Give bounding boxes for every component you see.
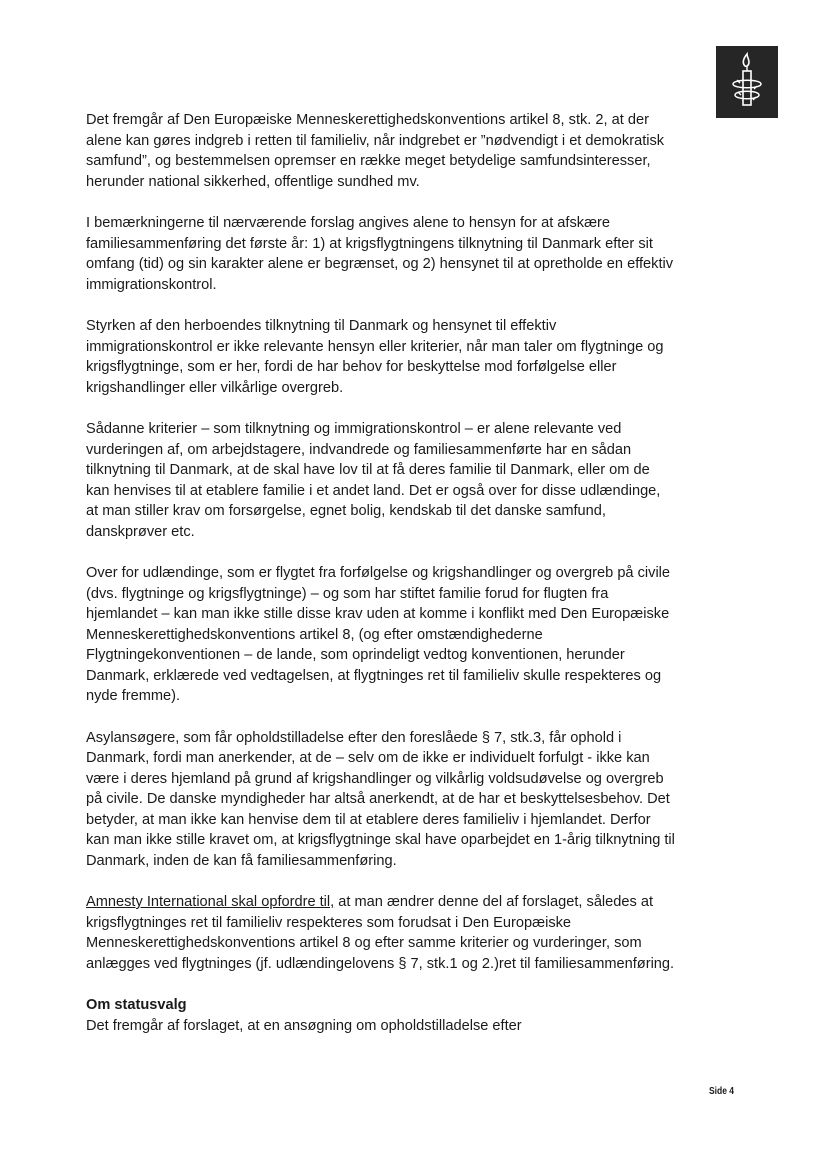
paragraph-criteria: Sådanne kriterier – som tilknytning og immigrationskontrol – er alene relevante ved vurderingen af, om arbejdstagere, indvandrede og familiesammenførte har en sådan tilknytning til Danmark, at de skal have lov til at få deres familie til Danmark, eller om de kan henvises til at etablere familie i et andet land. Det er også over for disse udlændinge, at man stiller krav om forsørgelse, egnet bolig, kendskab til det danske samfund, danskprøver etc. <box>86 421 661 540</box>
document-body <box>86 110 676 1036</box>
paragraph-article-8: Det fremgår af Den Europæiske Menneskerettighedskonventions artikel 8, stk. 2, at der alene kan gøres indgreb i retten til familieliv, når indgrebet er ”nødvendigt i et demokratisk samfund”, og bestemmelsen opremser en række meget betydelige samfundsinteresser, herunder national sikkerhed, offentlige sundhed mv. <box>86 112 665 190</box>
paragraph-attachment-strength: Styrken af den herboendes tilknytning til Danmark og hensynet til effektiv immigrationskontrol er ikke relevante hensyn eller kriterier, når man taler om flygtninge og krigsflygtninge, som er her, fordi de har behov for beskyttelse mod forfølgelse eller krigshandlinger eller vilkårlige overgreb. <box>86 318 664 396</box>
paragraph-call-to-action <box>86 892 676 974</box>
page-number: Side 4 <box>709 1086 735 1097</box>
paragraph-remarks: I bemærkningerne til nærværende forslag angives alene to hensyn for at afskære familiesammenføring det første år: 1) at krigsflygtningens tilknytning til Danmark efter sit omfang (tid) og sin karakter alene er begrænset, og 2) hensynet til at opretholde en effektiv immigrationskontrol. <box>86 215 674 293</box>
call-to-action-underlined: Amnesty International skal opfordre til, <box>86 894 335 910</box>
section-text: Det fremgår af forslaget, at en ansøgning om opholdstilladelse efter <box>86 1017 522 1034</box>
amnesty-logo <box>716 46 778 118</box>
candle-in-barbed-wire-icon <box>716 46 778 118</box>
section-heading: Om statusvalg <box>86 997 187 1013</box>
paragraph-asylum-seekers: Asylansøgere, som får opholdstilladelse efter den foreslåede § 7, stk.3, får ophold i Danmark, fordi man anerkender, at de – selv om de ikke er individuelt forfulgt - ikke kan være i deres hjemland på grund af krigshandlinger og vilkårlig voldsudøvelse og overgreb på civile. De danske myndigheder har altså anerkendt, at de har et beskyttelsesbehov. Det betyder, at man ikke kan henvise dem til at etablere deres familieliv i hjemlandet. Derfor kan man ikke stille kravet om, at krigsflygtninge skal have oparbejdet en 1-årig tilknytning til Danmark, inden de kan få familiesammenføring. <box>86 729 675 869</box>
call-to-action-text: at man ændrer denne del af forslaget, således at krigsflygtninges ret til familieliv respekteres som forudsat i Den Europæiske Menneskerettighedskonventions artikel 8 og efter samme kriterier og vurderinger, som anlægges ved flygtninges (jf. udlændingelovens § 7, stk.1 og 2.)ret til familiesammenføring. <box>86 894 675 972</box>
paragraph-refugees: Over for udlændinge, som er flygtet fra forfølgelse og krigshandlinger og overgreb på civile (dvs. flygtninge og krigsflygtninge) – og som har stiftet familie forud for flugten fra hjemlandet – kan man ikke stille disse krav uden at komme i konflikt med Den Europæiske Menneskerettighedskonventions artikel 8, (og efter omstændighederne Flygtningekonventionen – de lande, som oprindeligt vedtog konventionen, herunder Danmark, erklærede ved vedtagelsen, at flygtninges ret til familieliv skulle respekteres og nyde fremme). <box>86 565 671 704</box>
